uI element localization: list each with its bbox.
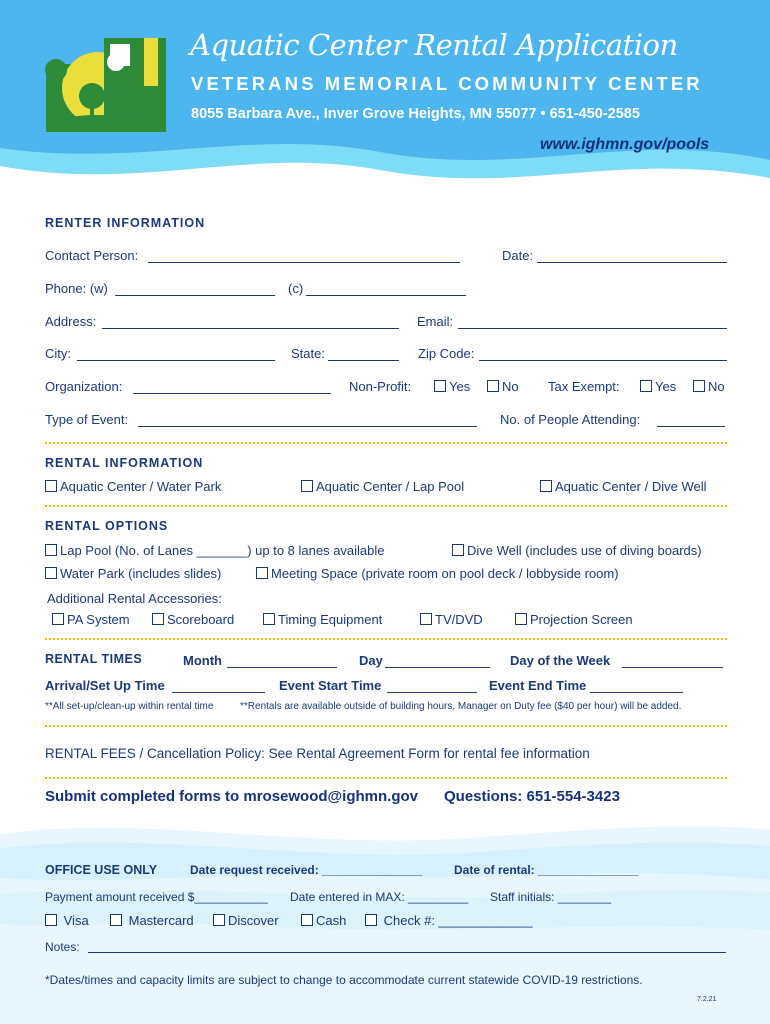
form-title: Aquatic Center Rental Application [190, 28, 678, 62]
nonprofit-yes-option[interactable]: Yes [434, 379, 470, 394]
timing-equipment-checkbox[interactable] [263, 613, 275, 625]
discover-option[interactable]: Discover [213, 913, 279, 928]
phone-cell-label: (c) [288, 281, 304, 296]
submit-email-link[interactable]: mrosewood@ighmn.gov [243, 788, 418, 805]
rental-options-heading: RENTAL OPTIONS [45, 519, 169, 533]
city-label: City: [45, 346, 71, 361]
date-entered-field[interactable]: Date entered in MAX: _________ [290, 890, 469, 904]
submit-label: Submit completed forms to [45, 788, 240, 805]
website-link[interactable]: www.ighmn.gov/pools [540, 136, 710, 153]
covid-disclaimer: *Dates/times and capacity limits are subject to change to accommodate current statewide COVID-19 restrictions. [45, 973, 643, 987]
tax-exempt-yes-checkbox[interactable] [640, 380, 652, 392]
water-park-slides-checkbox[interactable] [45, 567, 57, 579]
questions-phone: Questions: 651-554-3423 [444, 788, 620, 805]
nonprofit-yes-checkbox[interactable] [434, 380, 446, 392]
mastercard-checkbox[interactable] [110, 914, 122, 926]
dive-well-boards-option[interactable]: Dive Well (includes use of diving boards) [452, 543, 702, 558]
email-field[interactable] [458, 328, 727, 329]
meeting-space-checkbox[interactable] [256, 567, 268, 579]
event-type-label: Type of Event: [45, 412, 129, 427]
tax-exempt-no-checkbox[interactable] [693, 380, 705, 392]
event-type-field[interactable] [138, 426, 477, 427]
form-version: 7.2.21 [697, 996, 717, 1003]
state-field[interactable] [328, 360, 399, 361]
after-hours-note: **Rentals are available outside of building hours, Manager on Duty fee ($40 per hour) will be added. [240, 701, 682, 712]
cash-checkbox[interactable] [301, 914, 313, 926]
section-divider [45, 505, 727, 507]
projection-screen-checkbox[interactable] [515, 613, 527, 625]
event-end-label: Event End Time [489, 678, 587, 693]
arrival-label: Arrival/Set Up Time [45, 678, 165, 693]
dive-well-boards-checkbox[interactable] [452, 544, 464, 556]
discover-checkbox[interactable] [213, 914, 225, 926]
staff-initials-field[interactable]: Staff initials: ________ [490, 890, 612, 904]
zip-label: Zip Code: [418, 346, 475, 361]
phone-cell-field[interactable] [306, 295, 466, 296]
notes-label: Notes: [45, 940, 80, 954]
office-use-heading: OFFICE USE ONLY [45, 863, 158, 877]
water-park-checkbox[interactable] [45, 480, 57, 492]
rental-info-heading: RENTAL INFORMATION [45, 456, 204, 470]
visa-option[interactable]: Visa [45, 913, 89, 928]
cash-option[interactable]: Cash [301, 913, 346, 928]
date-of-rental-field[interactable]: Date of rental: _______________ [454, 863, 639, 877]
water-park-option[interactable]: Aquatic Center / Water Park [45, 479, 221, 494]
address-field[interactable] [102, 328, 399, 329]
arrival-field[interactable] [172, 692, 265, 693]
water-park-slides-option[interactable]: Water Park (includes slides) [45, 566, 221, 581]
day-label: Day [359, 653, 383, 668]
event-start-field[interactable] [387, 692, 477, 693]
fees-label: RENTAL FEES / Cancellation Policy: [45, 746, 265, 761]
people-attending-field[interactable] [657, 426, 725, 427]
section-divider [45, 725, 727, 727]
accessories-heading: Additional Rental Accessories: [47, 591, 222, 606]
phone-work-field[interactable] [115, 295, 275, 296]
city-logo [44, 34, 168, 134]
section-divider [45, 777, 727, 779]
scoreboard-option[interactable]: Scoreboard [152, 612, 234, 627]
notes-field[interactable] [88, 952, 726, 953]
center-name: VETERANS MEMORIAL COMMUNITY CENTER [191, 73, 703, 94]
organization-label: Organization: [45, 379, 123, 394]
center-address: 8055 Barbara Ave., Inver Grove Heights, MN 55077 • 651-450-2585 [191, 106, 640, 122]
contact-person-label: Contact Person: [45, 248, 139, 263]
setup-note: **All set-up/clean-up within rental time [45, 701, 214, 712]
section-divider [45, 638, 727, 640]
tax-exempt-label: Tax Exempt: [548, 379, 620, 394]
zip-field[interactable] [479, 360, 727, 361]
lap-pool-checkbox[interactable] [301, 480, 313, 492]
lap-pool-lanes-option[interactable]: Lap Pool (No. of Lanes _______) up to 8 lanes available [45, 543, 385, 558]
state-label: State: [291, 346, 325, 361]
section-divider [45, 442, 727, 444]
day-of-week-field[interactable] [622, 667, 723, 668]
lap-pool-option[interactable]: Aquatic Center / Lap Pool [301, 479, 464, 494]
month-field[interactable] [227, 667, 337, 668]
city-field[interactable] [77, 360, 275, 361]
tax-exempt-yes-option[interactable]: Yes [640, 379, 676, 394]
lap-pool-lanes-checkbox[interactable] [45, 544, 57, 556]
month-label: Month [183, 653, 222, 668]
rental-fees-line: RENTAL FEES / Cancellation Policy: See Rental Agreement Form for rental fee information [45, 746, 590, 761]
address-label: Address: [45, 314, 97, 329]
nonprofit-no-option[interactable]: No [487, 379, 519, 394]
nonprofit-no-checkbox[interactable] [487, 380, 499, 392]
event-start-label: Event Start Time [279, 678, 382, 693]
mastercard-option[interactable]: Mastercard [110, 913, 194, 928]
dive-well-checkbox[interactable] [540, 480, 552, 492]
renter-info-heading: RENTER INFORMATION [45, 216, 206, 230]
event-end-field[interactable] [590, 692, 683, 693]
contact-person-field[interactable] [148, 262, 460, 263]
day-of-week-label: Day of the Week [510, 653, 611, 668]
check-checkbox[interactable] [365, 914, 377, 926]
pa-system-checkbox[interactable] [52, 613, 64, 625]
email-label: Email: [417, 314, 454, 329]
tax-exempt-no-option[interactable]: No [693, 379, 725, 394]
rental-agreement-form[interactable]: Rental Agreement Form [296, 746, 440, 761]
tv-dvd-option[interactable]: TV/DVD [420, 612, 483, 627]
dive-well-option[interactable]: Aquatic Center / Dive Well [540, 479, 707, 494]
nonprofit-label: Non-Profit: [349, 379, 412, 394]
day-field[interactable] [385, 667, 490, 668]
date-label: Date: [502, 248, 534, 263]
timing-equipment-option[interactable]: Timing Equipment [263, 612, 382, 627]
projection-screen-option[interactable]: Projection Screen [515, 612, 633, 627]
visa-checkbox[interactable] [45, 914, 57, 926]
people-attending-label: No. of People Attending: [500, 412, 641, 427]
meeting-space-option[interactable]: Meeting Space (private room on pool deck / lobbyside room) [256, 566, 619, 581]
tv-dvd-checkbox[interactable] [420, 613, 432, 625]
phone-work-label: Phone: (w) [45, 281, 108, 296]
check-option[interactable]: Check #: _____________ [365, 913, 533, 928]
pa-system-option[interactable]: PA System [52, 612, 130, 627]
rental-times-heading: RENTAL TIMES [45, 652, 143, 666]
scoreboard-checkbox[interactable] [152, 613, 164, 625]
organization-field[interactable] [133, 393, 331, 394]
date-field[interactable] [537, 262, 727, 263]
payment-amount-field[interactable]: Payment amount received $___________ [45, 890, 268, 904]
submit-line [45, 788, 418, 805]
date-received-field[interactable]: Date request received: _______________ [190, 863, 423, 877]
